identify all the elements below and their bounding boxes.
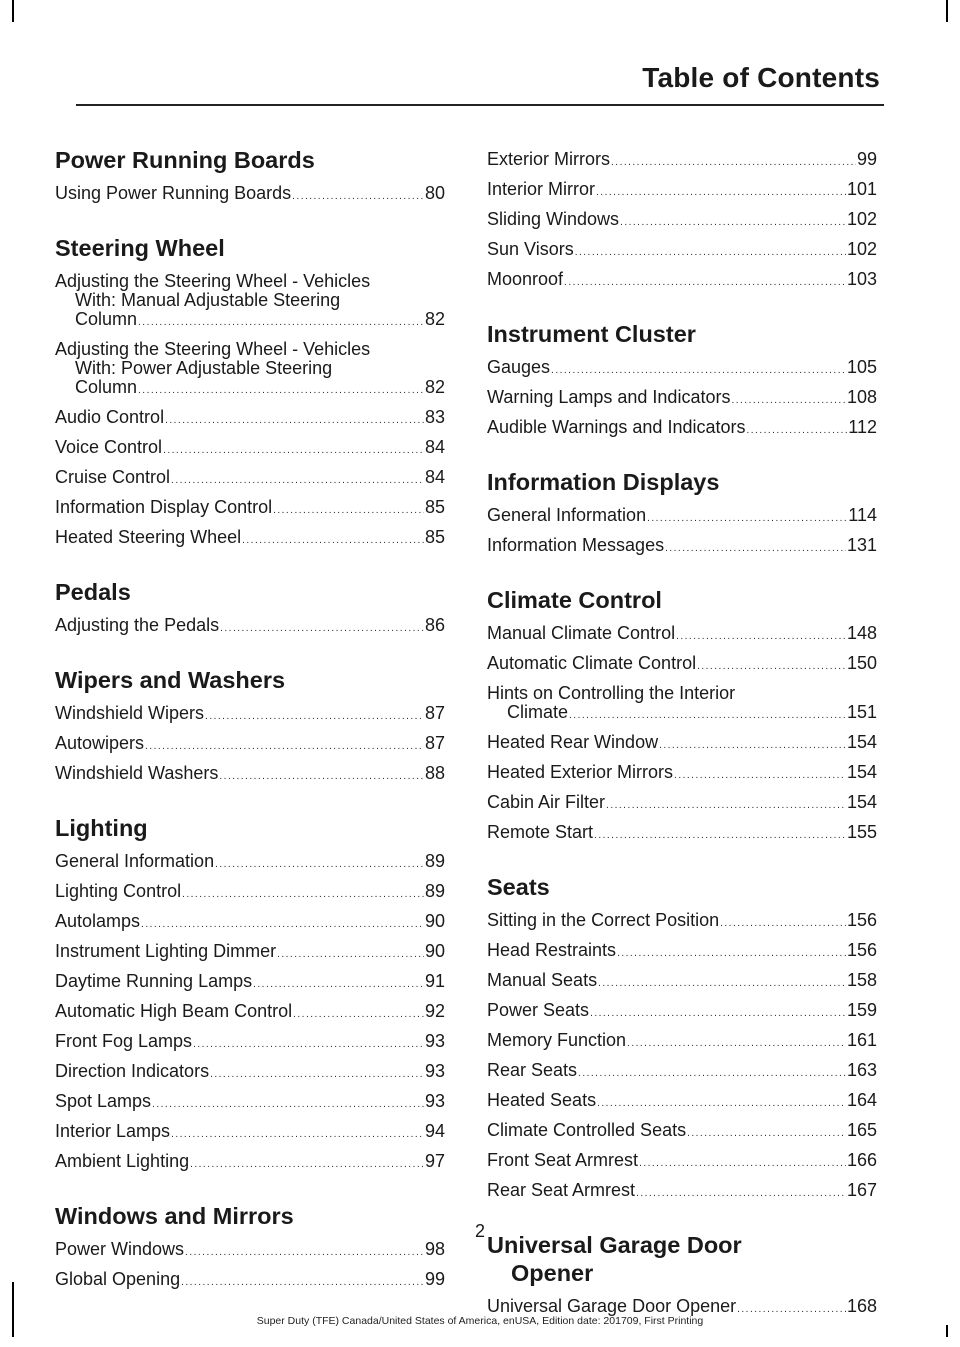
entry-title: Cruise Control bbox=[55, 467, 171, 487]
toc-entry[interactable] bbox=[55, 1266, 445, 1296]
entry-page-number: 148 bbox=[846, 623, 877, 643]
entry-title: Adjusting the Pedals bbox=[55, 615, 220, 635]
toc-entry[interactable] bbox=[487, 819, 877, 849]
entry-title: Climate bbox=[507, 702, 569, 722]
dot-leader bbox=[190, 1152, 424, 1178]
toc-entry[interactable] bbox=[487, 967, 877, 997]
toc-entry[interactable] bbox=[487, 532, 877, 562]
toc-entry[interactable] bbox=[487, 414, 877, 444]
entry-title: Gauges bbox=[487, 357, 551, 377]
dot-leader bbox=[293, 1002, 424, 1028]
entry-title: Manual Climate Control bbox=[487, 623, 676, 643]
page-number: 2 bbox=[474, 1221, 485, 1241]
toc-section bbox=[487, 320, 877, 444]
entry-page-number: 161 bbox=[846, 1030, 877, 1050]
entry-title: Direction Indicators bbox=[55, 1061, 210, 1081]
entry-page-number: 166 bbox=[846, 1150, 877, 1170]
entry-page-number: 156 bbox=[846, 940, 877, 960]
toc-entry[interactable] bbox=[487, 206, 877, 236]
toc-entry[interactable] bbox=[55, 700, 445, 730]
entry-page-number: 102 bbox=[846, 239, 877, 259]
section-heading-line: Pedals bbox=[55, 579, 131, 605]
entry-title: Remote Start bbox=[487, 822, 594, 842]
entry-page-number: 88 bbox=[424, 763, 445, 783]
entry-title: Rear Seats bbox=[487, 1060, 578, 1080]
section-heading bbox=[487, 320, 877, 348]
entry-page-number: 89 bbox=[424, 851, 445, 871]
toc-section bbox=[487, 586, 877, 849]
entry-page-number: 82 bbox=[424, 309, 445, 329]
entry-page-number: 82 bbox=[424, 377, 445, 397]
entry-page-number: 103 bbox=[846, 269, 877, 289]
entry-title: Ambient Lighting bbox=[55, 1151, 190, 1171]
entry-title-line: With: Power Adjustable Steering bbox=[75, 358, 333, 378]
dot-leader bbox=[594, 823, 846, 849]
toc-entry[interactable] bbox=[55, 494, 445, 524]
entry-title: Warning Lamps and Indicators bbox=[487, 387, 731, 407]
toc-entry[interactable] bbox=[487, 354, 877, 384]
page-title: Table of Contents bbox=[642, 62, 880, 93]
toc-section bbox=[55, 666, 445, 790]
section-heading bbox=[487, 586, 877, 614]
entry-page-number: 92 bbox=[424, 1001, 445, 1021]
dot-leader bbox=[219, 764, 424, 790]
footer-edition-info: Super Duty (TFE) Canada/United States of America, enUSA, Edition date: 201709, First Printing bbox=[256, 1315, 704, 1327]
dot-leader bbox=[597, 1091, 846, 1117]
dot-leader bbox=[590, 1001, 846, 1027]
entry-title: Manual Seats bbox=[487, 970, 598, 990]
toc-section bbox=[55, 578, 445, 642]
entry-page-number: 90 bbox=[424, 911, 445, 931]
toc-entry[interactable] bbox=[55, 180, 445, 210]
toc-entry[interactable] bbox=[55, 1058, 445, 1088]
entry-title: Autowipers bbox=[55, 733, 145, 753]
toc-entry[interactable] bbox=[55, 336, 445, 404]
dot-leader bbox=[138, 313, 424, 332]
toc-entry[interactable] bbox=[487, 1027, 877, 1057]
entry-title: Spot Lamps bbox=[55, 1091, 152, 1111]
entry-title: Global Opening bbox=[55, 1269, 181, 1289]
section-heading-line: Wipers and Washers bbox=[55, 667, 286, 693]
entry-page-number: 80 bbox=[424, 183, 445, 203]
entry-page-number: 94 bbox=[424, 1121, 445, 1141]
entry-title: General Information bbox=[55, 851, 215, 871]
toc-entry[interactable] bbox=[55, 1028, 445, 1058]
section-heading-line: Information Displays bbox=[487, 469, 720, 495]
toc-entry[interactable] bbox=[55, 268, 445, 336]
section-heading-line: Opener bbox=[511, 1260, 594, 1286]
toc-entry[interactable] bbox=[487, 384, 877, 414]
entry-title: Rear Seat Armrest bbox=[487, 1180, 636, 1200]
entry-title: Sliding Windows bbox=[487, 209, 620, 229]
dot-leader bbox=[674, 763, 846, 789]
section-heading bbox=[55, 578, 445, 606]
entry-title: Universal Garage Door Opener bbox=[487, 1296, 737, 1316]
dot-leader bbox=[152, 1092, 424, 1118]
section-heading bbox=[55, 146, 445, 174]
dot-leader bbox=[551, 358, 846, 384]
toc-entry[interactable] bbox=[487, 266, 877, 296]
entry-page-number: 90 bbox=[424, 941, 445, 961]
entry-page-number: 108 bbox=[846, 387, 877, 407]
dot-leader bbox=[569, 706, 846, 725]
entry-title: Interior Mirror bbox=[487, 179, 596, 199]
toc-entry[interactable] bbox=[487, 176, 877, 206]
dot-leader bbox=[598, 971, 846, 997]
entry-page-number: 85 bbox=[424, 497, 445, 517]
toc-entry[interactable] bbox=[55, 404, 445, 434]
toc-entry[interactable] bbox=[487, 1177, 877, 1207]
dot-leader bbox=[620, 210, 846, 236]
toc-entry[interactable] bbox=[487, 1147, 877, 1177]
entry-title: Heated Rear Window bbox=[487, 732, 659, 752]
entry-title: Audible Warnings and Indicators bbox=[487, 417, 746, 437]
toc-column-left bbox=[55, 146, 445, 1320]
entry-page-number: 154 bbox=[846, 732, 877, 752]
section-heading-line: Power Running Boards bbox=[55, 147, 315, 173]
toc-entry[interactable] bbox=[487, 620, 877, 650]
section-heading-line: Universal Garage Door bbox=[487, 1232, 742, 1258]
dot-leader bbox=[273, 498, 424, 524]
entry-title: Sun Visors bbox=[487, 239, 574, 259]
toc-entry[interactable] bbox=[487, 1087, 877, 1117]
section-heading-line: Steering Wheel bbox=[55, 235, 225, 261]
entry-page-number: 155 bbox=[846, 822, 877, 842]
entry-title: Climate Controlled Seats bbox=[487, 1120, 687, 1140]
dot-leader bbox=[617, 941, 846, 967]
entry-title: Cabin Air Filter bbox=[487, 792, 606, 812]
entry-title: Using Power Running Boards bbox=[55, 183, 292, 203]
section-heading bbox=[55, 814, 445, 842]
dot-leader bbox=[141, 912, 424, 938]
entry-page-number: 168 bbox=[846, 1296, 877, 1316]
entry-page-number: 150 bbox=[846, 653, 877, 673]
entry-title: Autolamps bbox=[55, 911, 141, 931]
entry-title: Windshield Washers bbox=[55, 763, 219, 783]
toc-entry[interactable] bbox=[55, 998, 445, 1028]
entry-page-number: 87 bbox=[424, 703, 445, 723]
toc-section bbox=[487, 468, 877, 562]
toc-entry[interactable] bbox=[487, 146, 877, 176]
toc-entry[interactable] bbox=[487, 997, 877, 1027]
section-heading bbox=[487, 468, 877, 496]
toc-entry[interactable] bbox=[55, 848, 445, 878]
entry-page-number: 102 bbox=[846, 209, 877, 229]
dot-leader bbox=[676, 624, 846, 650]
toc-section bbox=[487, 146, 877, 296]
dot-leader bbox=[181, 1270, 424, 1296]
entry-title: Heated Steering Wheel bbox=[55, 527, 242, 547]
entry-title: Windshield Wipers bbox=[55, 703, 205, 723]
toc-entry[interactable] bbox=[55, 1118, 445, 1148]
entry-page-number: 85 bbox=[424, 527, 445, 547]
entry-title: Column bbox=[75, 377, 138, 397]
section-heading-line: Instrument Cluster bbox=[487, 321, 696, 347]
entry-page-number: 93 bbox=[424, 1031, 445, 1051]
entry-title: Column bbox=[75, 309, 138, 329]
section-heading bbox=[487, 873, 877, 901]
toc-entry[interactable] bbox=[55, 760, 445, 790]
entry-page-number: 131 bbox=[846, 535, 877, 555]
entry-page-number: 93 bbox=[424, 1091, 445, 1111]
entry-title: Front Fog Lamps bbox=[55, 1031, 193, 1051]
toc-entry[interactable] bbox=[55, 464, 445, 494]
entry-page-number: 97 bbox=[424, 1151, 445, 1171]
entry-title: Daytime Running Lamps bbox=[55, 971, 253, 991]
entry-page-number: 89 bbox=[424, 881, 445, 901]
entry-page-number: 98 bbox=[424, 1239, 445, 1259]
toc-entry[interactable] bbox=[55, 908, 445, 938]
entry-title: Automatic High Beam Control bbox=[55, 1001, 293, 1021]
toc-entry[interactable] bbox=[487, 650, 877, 680]
entry-title: Moonroof bbox=[487, 269, 564, 289]
dot-leader bbox=[145, 734, 424, 760]
toc-section bbox=[487, 873, 877, 1207]
entry-page-number: 105 bbox=[846, 357, 877, 377]
entry-title: Information Display Control bbox=[55, 497, 273, 517]
crop-mark-bottom-left bbox=[12, 1282, 14, 1337]
entry-title-line: Hints on Controlling the Interior bbox=[487, 683, 736, 703]
toc-entry[interactable] bbox=[487, 502, 877, 532]
entry-title: Sitting in the Correct Position bbox=[487, 910, 720, 930]
section-heading-line: Windows and Mirrors bbox=[55, 1203, 294, 1229]
dot-leader bbox=[182, 882, 424, 908]
entry-page-number: 84 bbox=[424, 437, 445, 457]
dot-leader bbox=[163, 438, 424, 464]
entry-title: Power Windows bbox=[55, 1239, 185, 1259]
entry-title: Information Messages bbox=[487, 535, 665, 555]
section-heading bbox=[55, 666, 445, 694]
toc-entry[interactable] bbox=[487, 759, 877, 789]
dot-leader bbox=[171, 1122, 424, 1148]
toc-section bbox=[55, 234, 445, 554]
dot-leader bbox=[687, 1121, 846, 1147]
dot-leader bbox=[636, 1181, 846, 1207]
dot-leader bbox=[578, 1061, 846, 1087]
dot-leader bbox=[215, 852, 424, 878]
toc-entry[interactable] bbox=[487, 729, 877, 759]
dot-leader bbox=[210, 1062, 424, 1088]
toc-entry[interactable] bbox=[55, 878, 445, 908]
dot-leader bbox=[253, 972, 424, 998]
dot-leader bbox=[665, 536, 846, 562]
dot-leader bbox=[746, 418, 847, 444]
entry-title-line: With: Manual Adjustable Steering bbox=[75, 290, 341, 310]
entry-page-number: 159 bbox=[846, 1000, 877, 1020]
entry-title: Voice Control bbox=[55, 437, 163, 457]
entry-title: Front Seat Armrest bbox=[487, 1150, 639, 1170]
dot-leader bbox=[193, 1032, 424, 1058]
entry-title: Lighting Control bbox=[55, 881, 182, 901]
toc-entry[interactable] bbox=[487, 236, 877, 266]
entry-page-number: 91 bbox=[424, 971, 445, 991]
toc-entry[interactable] bbox=[487, 789, 877, 819]
toc-entry[interactable] bbox=[487, 680, 877, 729]
dot-leader bbox=[292, 184, 424, 210]
entry-page-number: 99 bbox=[856, 149, 877, 169]
dot-leader bbox=[720, 911, 846, 937]
dot-leader bbox=[575, 240, 846, 266]
toc-entry[interactable] bbox=[487, 1117, 877, 1147]
entry-title: Power Seats bbox=[487, 1000, 590, 1020]
toc-entry[interactable] bbox=[55, 1088, 445, 1118]
entry-title: Instrument Lighting Dimmer bbox=[55, 941, 277, 961]
entry-page-number: 83 bbox=[424, 407, 445, 427]
dot-leader bbox=[647, 506, 847, 532]
entry-page-number: 156 bbox=[846, 910, 877, 930]
toc-entry[interactable] bbox=[55, 524, 445, 554]
dot-leader bbox=[611, 150, 856, 176]
entry-title: Interior Lamps bbox=[55, 1121, 171, 1141]
entry-title: Automatic Climate Control bbox=[487, 653, 697, 673]
toc-section bbox=[55, 1202, 445, 1296]
entry-page-number: 99 bbox=[424, 1269, 445, 1289]
entry-title: Heated Seats bbox=[487, 1090, 597, 1110]
entry-page-number: 165 bbox=[846, 1120, 877, 1140]
toc-section bbox=[55, 814, 445, 1178]
entry-page-number: 154 bbox=[846, 762, 877, 782]
section-heading bbox=[55, 234, 445, 262]
dot-leader bbox=[659, 733, 846, 759]
dot-leader bbox=[627, 1031, 846, 1057]
toc-entry[interactable] bbox=[55, 968, 445, 998]
entry-title: General Information bbox=[487, 505, 647, 525]
dot-leader bbox=[138, 381, 424, 400]
section-heading-line: Climate Control bbox=[487, 587, 662, 613]
dot-leader bbox=[564, 270, 846, 296]
dot-leader bbox=[731, 388, 845, 414]
entry-page-number: 86 bbox=[424, 615, 445, 635]
dot-leader bbox=[205, 704, 424, 730]
dot-leader bbox=[277, 942, 424, 968]
toc-section bbox=[487, 1231, 877, 1323]
entry-page-number: 158 bbox=[846, 970, 877, 990]
toc-entry[interactable] bbox=[55, 730, 445, 760]
entry-page-number: 101 bbox=[846, 179, 877, 199]
dot-leader bbox=[185, 1240, 424, 1266]
toc-entry[interactable] bbox=[487, 1057, 877, 1087]
entry-page-number: 93 bbox=[424, 1061, 445, 1081]
entry-page-number: 87 bbox=[424, 733, 445, 753]
toc-entry[interactable] bbox=[487, 907, 877, 937]
entry-title-line: Adjusting the Steering Wheel - Vehicles bbox=[55, 339, 371, 359]
entry-page-number: 167 bbox=[846, 1180, 877, 1200]
entry-title: Exterior Mirrors bbox=[487, 149, 611, 169]
dot-leader bbox=[697, 654, 846, 680]
dot-leader bbox=[171, 468, 424, 494]
header-divider bbox=[76, 104, 884, 106]
toc-entry[interactable] bbox=[55, 434, 445, 464]
toc-entry[interactable] bbox=[55, 612, 445, 642]
toc-entry[interactable] bbox=[55, 1148, 445, 1178]
entry-page-number: 151 bbox=[846, 702, 877, 722]
entry-page-number: 84 bbox=[424, 467, 445, 487]
toc-column-right bbox=[487, 146, 877, 1347]
dot-leader bbox=[220, 616, 424, 642]
entry-page-number: 163 bbox=[846, 1060, 877, 1080]
entry-page-number: 114 bbox=[848, 505, 877, 525]
dot-leader bbox=[165, 408, 424, 434]
entry-title: Audio Control bbox=[55, 407, 165, 427]
entry-page-number: 154 bbox=[846, 792, 877, 812]
dot-leader bbox=[242, 528, 424, 554]
entry-title: Heated Exterior Mirrors bbox=[487, 762, 674, 782]
section-heading-line: Lighting bbox=[55, 815, 148, 841]
entry-page-number: 112 bbox=[848, 417, 877, 437]
dot-leader bbox=[639, 1151, 846, 1177]
entry-title: Head Restraints bbox=[487, 940, 617, 960]
toc-section bbox=[55, 146, 445, 210]
section-heading-line: Seats bbox=[487, 874, 550, 900]
crop-mark-top-left bbox=[12, 0, 14, 22]
dot-leader bbox=[596, 180, 846, 206]
entry-title-line: Adjusting the Steering Wheel - Vehicles bbox=[55, 271, 371, 291]
entry-page-number: 164 bbox=[846, 1090, 877, 1110]
toc-entry[interactable] bbox=[487, 937, 877, 967]
entry-title: Memory Function bbox=[487, 1030, 627, 1050]
toc-entry[interactable] bbox=[55, 938, 445, 968]
crop-mark-top-right bbox=[946, 0, 948, 22]
dot-leader bbox=[606, 793, 846, 819]
